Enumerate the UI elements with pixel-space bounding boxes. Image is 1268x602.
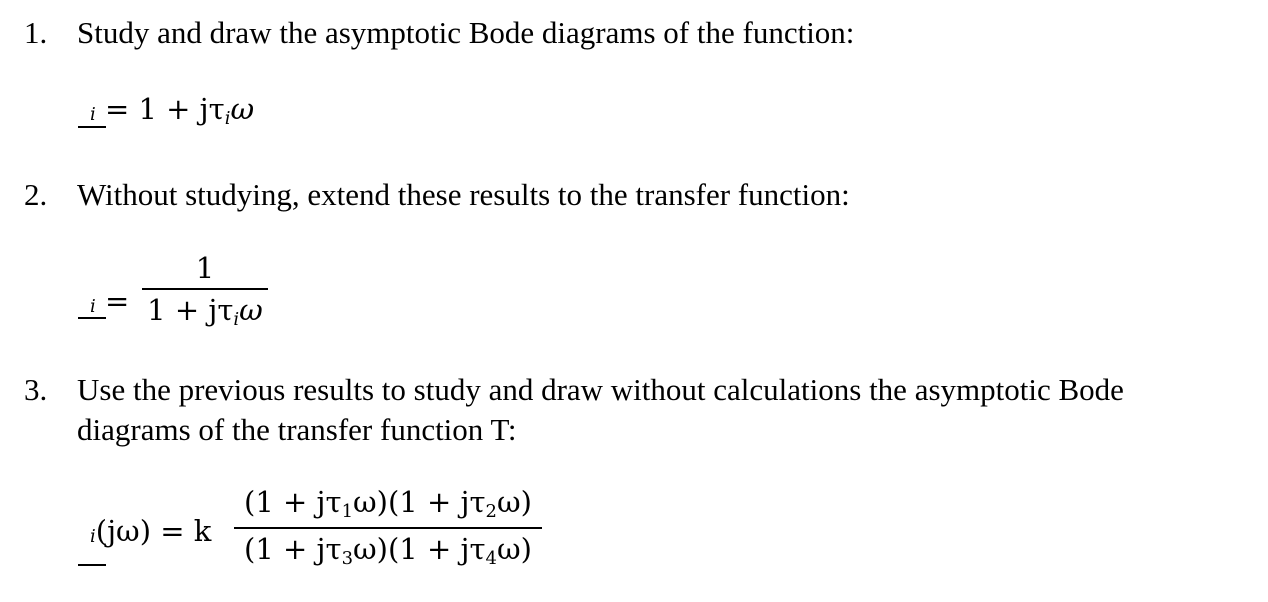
- question-3-number: 3.: [24, 372, 48, 407]
- formula-2-lhs: [90, 284, 129, 318]
- formula-2-numerator: 1: [195, 251, 215, 285]
- formula-2-denominator: [142, 292, 268, 333]
- formula-3-numerator: [234, 484, 542, 525]
- formula-3-numerator-part-c: ω): [496, 485, 532, 519]
- formula-2-denominator-subscript: i: [233, 309, 240, 331]
- question-1-text: Study and draw the asymptotic Bode diagrams of the function:: [77, 15, 855, 50]
- formula-3-numerator-part-b: ω)(1 + jτ: [353, 485, 486, 519]
- question-3-text-line-2: diagrams of the transfer function T:: [77, 412, 517, 447]
- formula-3-lhs-underline: [78, 564, 106, 566]
- formula-2-lhs-subscript: i: [90, 295, 96, 317]
- formula-3-lhs: [90, 514, 211, 548]
- formula-3-numerator-part-a: (1 + jτ: [244, 485, 342, 519]
- formula-3-denominator-subscript-4: 4: [485, 548, 497, 570]
- formula-1-rhs: = 1 + jτ: [104, 92, 225, 126]
- formula-2-fraction-bar: [142, 288, 268, 290]
- formula-3-denominator-part-c: ω): [496, 532, 532, 566]
- formula-1-lhs-subscript: i: [90, 103, 96, 125]
- formula-1-rhs-subscript: i: [224, 108, 231, 130]
- formula-3-fraction: [234, 484, 542, 572]
- question-3-text-line-1: Use the previous results to study and draw without calculations the asymptotic Bode: [77, 372, 1124, 407]
- formula-3-lhs-argument: (jω): [95, 514, 152, 548]
- formula-3-lhs-subscript: i: [90, 525, 96, 547]
- question-2-number: 2.: [24, 177, 48, 212]
- question-1-number: 1.: [24, 15, 48, 50]
- formula-3-denominator-part-b: ω)(1 + jτ: [353, 532, 486, 566]
- formula-3-denominator: [234, 531, 542, 572]
- formula-3-denominator-part-a: (1 + jτ: [244, 532, 342, 566]
- formula-3-fraction-bar: [234, 527, 542, 529]
- formula-3-numerator-subscript-2: 2: [485, 501, 497, 523]
- formula-2-equals: =: [104, 284, 130, 318]
- formula-2-fraction: [142, 250, 268, 333]
- formula-3-equals-k: = k: [160, 514, 212, 548]
- formula-2-denominator-head: 1 + jτ: [147, 293, 234, 327]
- question-2-text: Without studying, extend these results to the transfer function:: [77, 177, 850, 212]
- formula-2-denominator-omega: ω: [239, 293, 263, 327]
- formula-1: [90, 92, 255, 130]
- formula-1-lhs-underline: [78, 126, 106, 128]
- formula-3-numerator-subscript-1: 1: [341, 501, 354, 523]
- formula-3-denominator-subscript-3: 3: [341, 548, 354, 570]
- formula-1-omega: ω: [230, 92, 255, 126]
